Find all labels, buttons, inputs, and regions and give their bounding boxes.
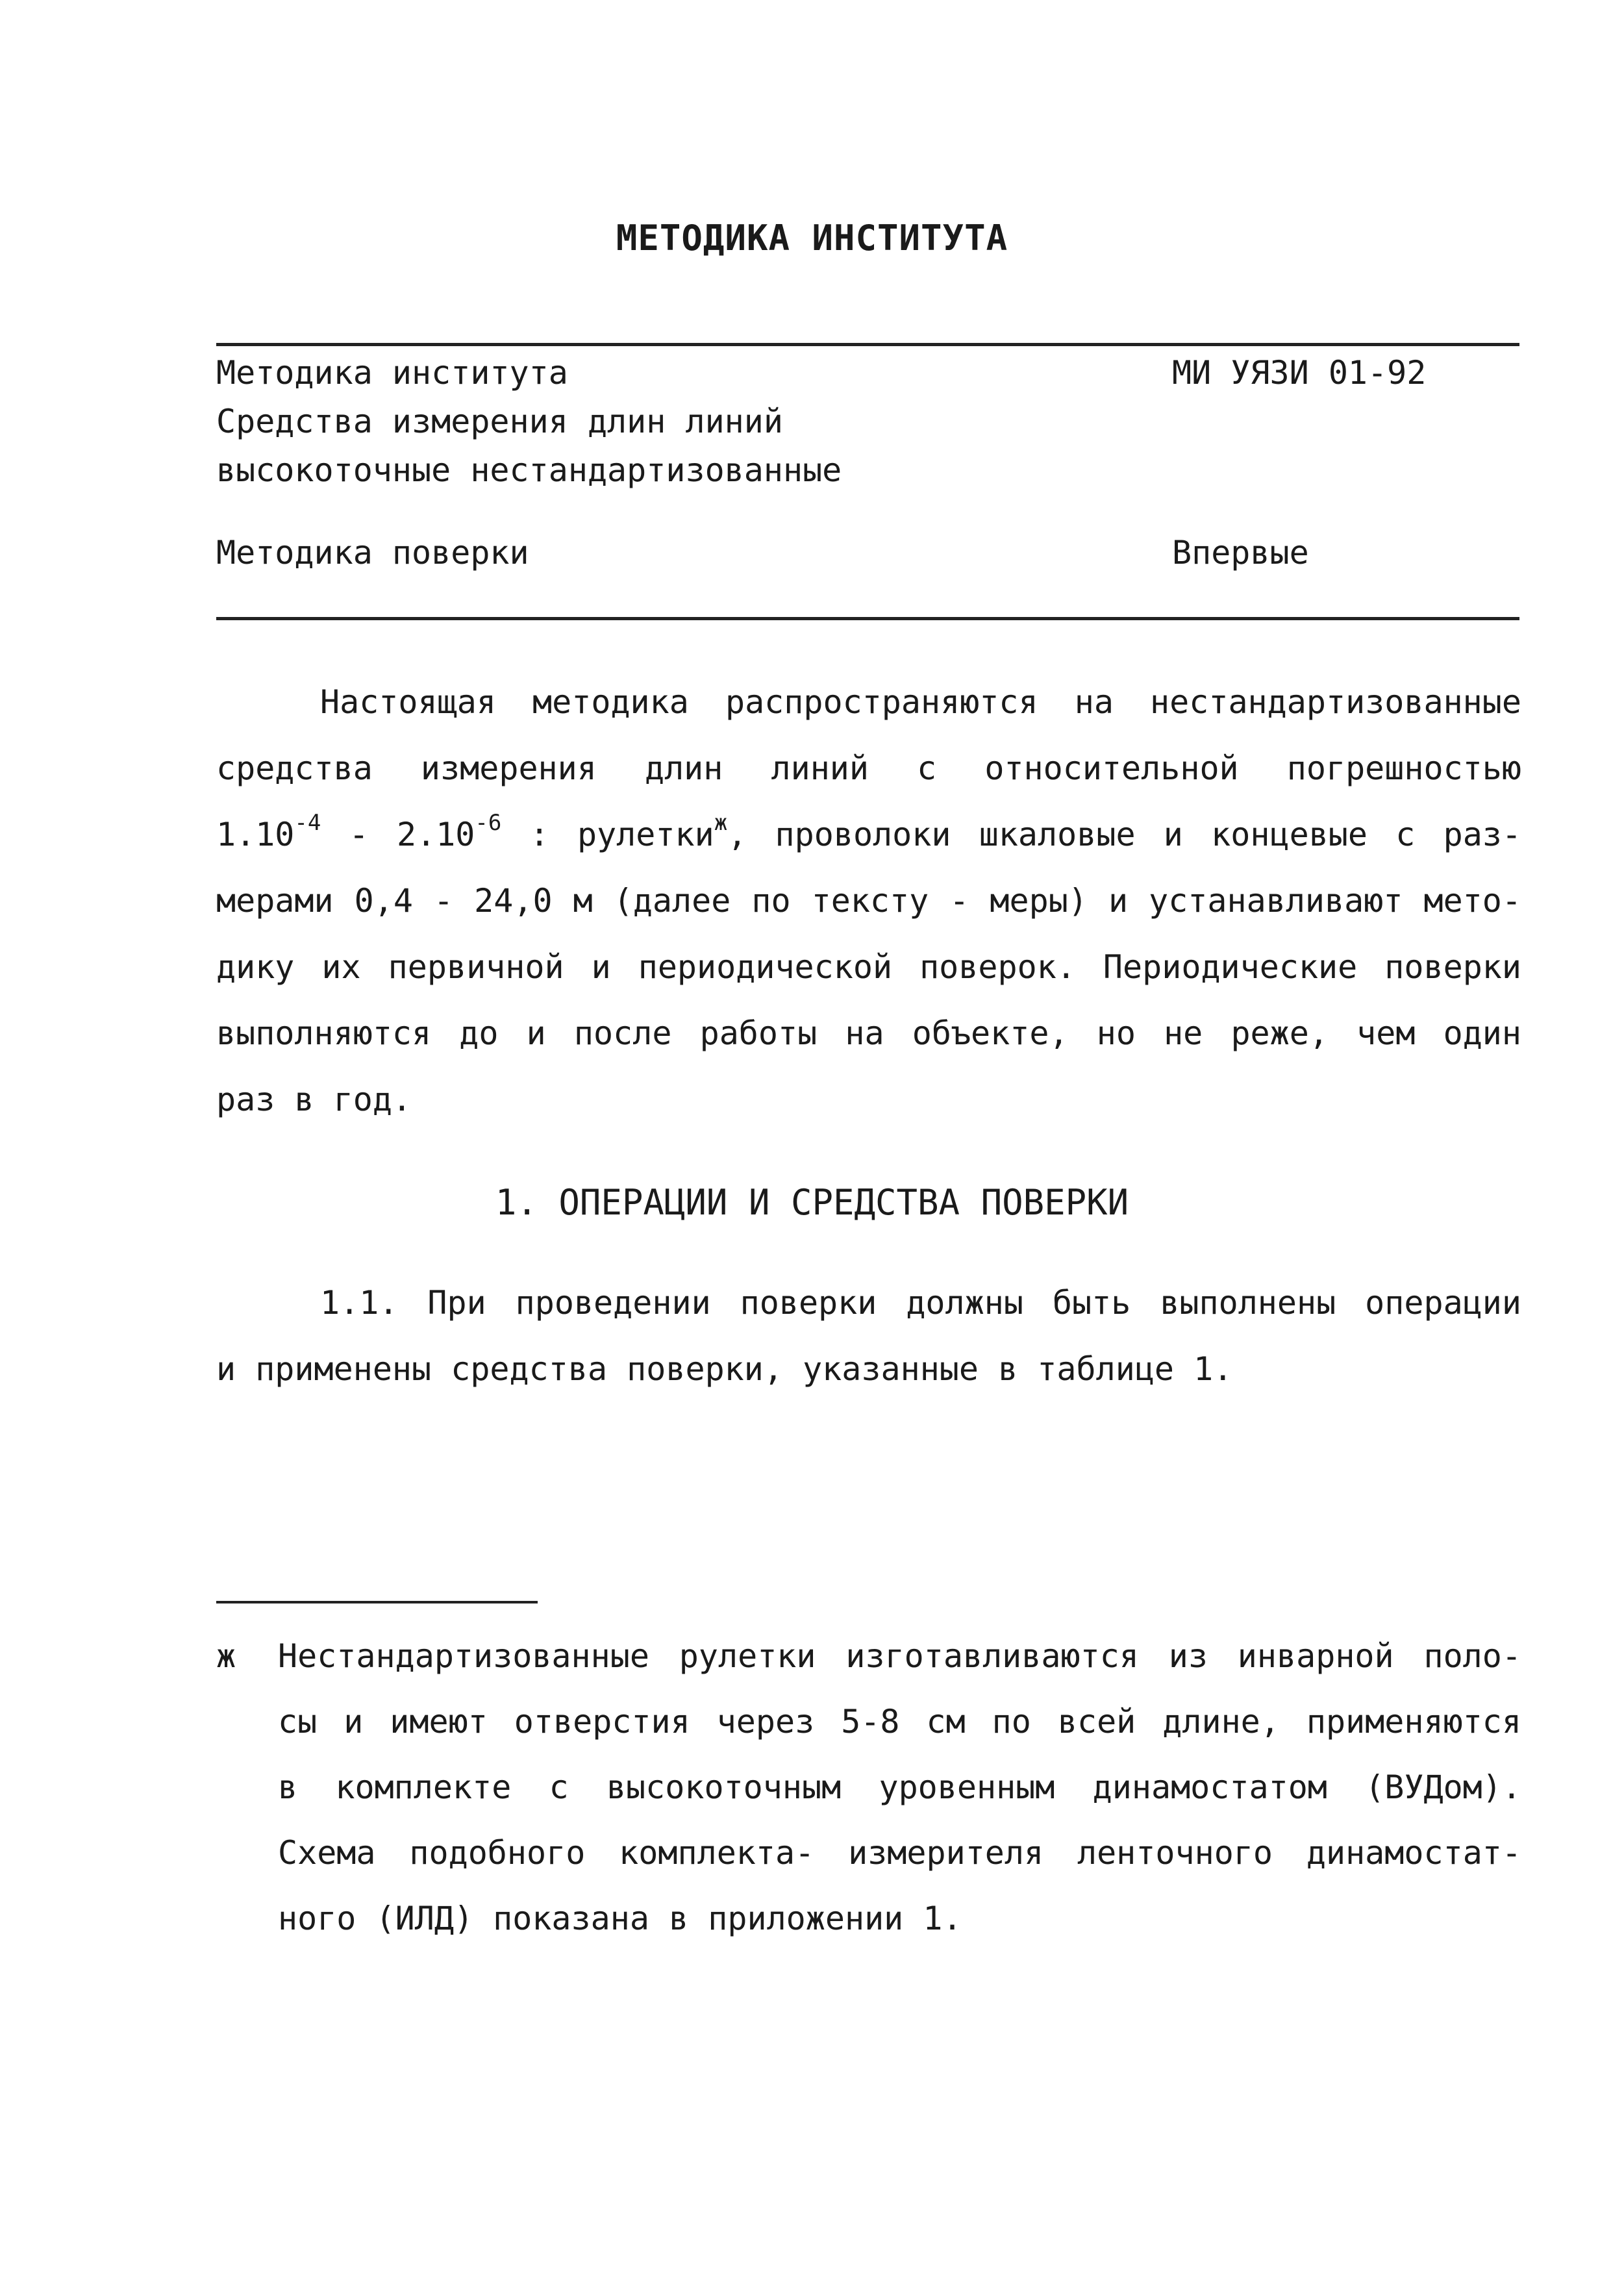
intro-line: дику их первичной и периодической поверок. Периодические поверки bbox=[216, 948, 1521, 986]
footnote-ref: ж bbox=[714, 810, 728, 836]
section-line: и применены средства поверки, указанные в таблице 1. bbox=[216, 1350, 1233, 1388]
footnote-body bbox=[278, 1624, 1521, 1952]
header-line-1: Методика института bbox=[216, 354, 568, 392]
intro-paragraph bbox=[216, 669, 1521, 1133]
intro-line: раз в год. bbox=[216, 1081, 412, 1118]
footnote-line: Схема подобного комплекта- измерителя ленточного динамостат- bbox=[278, 1834, 1521, 1872]
document-title: МЕТОДИКА ИНСТИТУТА bbox=[616, 218, 1008, 258]
intro-line: средства измерения длин линий с относительной погрешностью bbox=[216, 749, 1521, 787]
exponent: -4 bbox=[294, 810, 321, 836]
formula-part: - 2.10 bbox=[321, 816, 475, 853]
intro-line: выполняются до и после работы на объекте, но не реже, чем один bbox=[216, 1014, 1521, 1052]
footnote-line: сы и имеют отверстия через 5-8 см по всей длине, применяются bbox=[278, 1703, 1521, 1741]
intro-line: мерами 0,4 - 24,0 м (далее по тексту - меры) и устанавливают мето- bbox=[216, 882, 1521, 920]
intro-line: Настоящая методика распространяются на нестандартизованные bbox=[320, 683, 1521, 721]
formula-part: 1.10 bbox=[216, 816, 295, 853]
footnote-line: в комплекте с высокоточным уровенным динамостатом (ВУДом). bbox=[278, 1768, 1521, 1806]
exponent: -6 bbox=[475, 810, 502, 836]
document-code: МИ УЯЗИ 01-92 bbox=[1172, 354, 1427, 392]
header-line-2: Средства измерения длин линий bbox=[216, 403, 783, 440]
section-heading: 1. ОПЕРАЦИИ И СРЕДСТВА ПОВЕРКИ bbox=[495, 1182, 1129, 1223]
header-line-3: высокоточные нестандартизованные bbox=[216, 451, 842, 489]
footnote-line: Нестандартизованные рулетки изготавливаются из инварной поло- bbox=[278, 1637, 1521, 1675]
edition-status: Впервые bbox=[1172, 534, 1309, 572]
section-1-paragraph bbox=[216, 1270, 1521, 1402]
section-line: 1.1. При проведении поверки должны быть выполнены операции bbox=[320, 1284, 1521, 1322]
header-top-rule bbox=[216, 343, 1519, 346]
formula-part: : рулетки bbox=[501, 816, 714, 853]
method-kind: Методика поверки bbox=[216, 534, 529, 572]
formula-part: , проволоки шкаловые и концевые с раз- bbox=[727, 816, 1522, 853]
footnote-rule bbox=[216, 1601, 538, 1603]
header-bottom-rule bbox=[216, 617, 1519, 620]
intro-line-formula bbox=[216, 801, 1521, 868]
footnote-line: ного (ИЛД) показана в приложении 1. bbox=[278, 1900, 962, 1937]
footnote-mark: ж bbox=[216, 1637, 236, 1675]
